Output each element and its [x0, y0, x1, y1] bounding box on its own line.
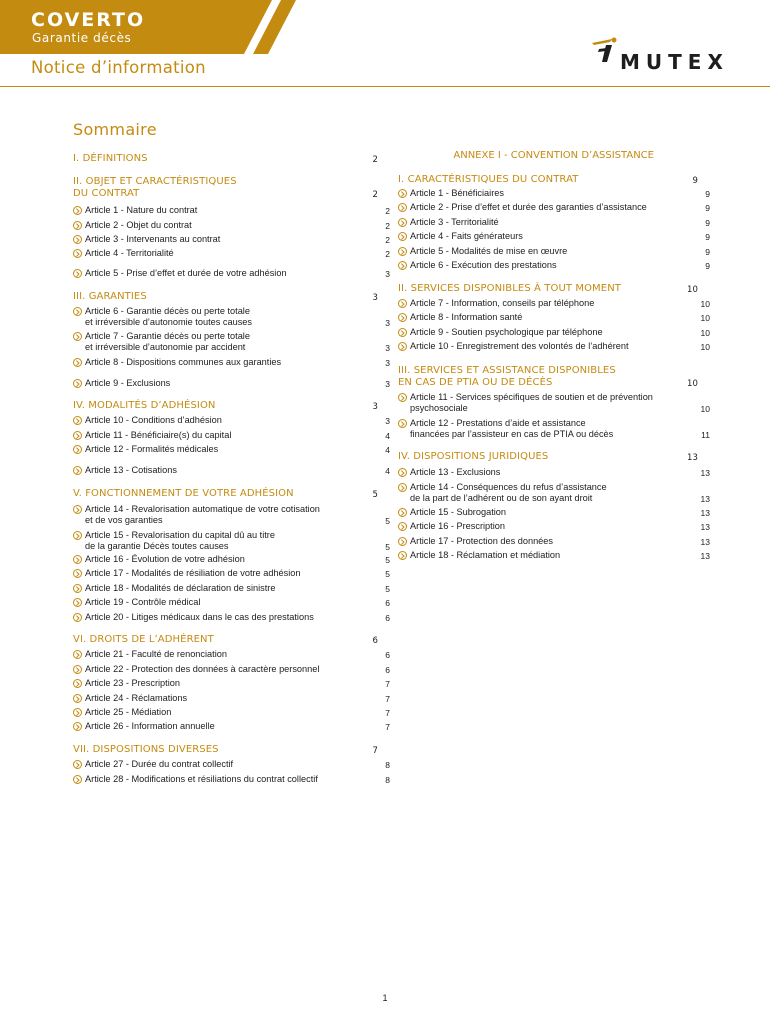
toc-article-item[interactable]	[398, 550, 710, 561]
toc-entry-label: I. CARACTÉRISTIQUES DU CONTRAT	[398, 174, 579, 185]
toc-article-item[interactable]	[398, 298, 710, 309]
toc-entry-page: 4	[385, 466, 390, 476]
toc-entry-page: 7	[372, 746, 378, 756]
toc-entry-page: 7	[385, 708, 390, 718]
toc-entry-page: 9	[705, 203, 710, 213]
toc-entry-page: 13	[700, 537, 710, 547]
toc-entry-label: Article 27 - Durée du contrat collectif	[85, 759, 234, 769]
toc-article-item[interactable]	[73, 378, 390, 389]
toc-entry-label: III. GARANTIES	[73, 291, 147, 302]
toc-entry-page: 9	[705, 218, 710, 228]
toc-article-item[interactable]	[398, 467, 710, 478]
toc-entry-page: 10	[686, 285, 698, 295]
toc-article-item[interactable]	[73, 707, 390, 718]
annex-title: ANNEXE I - CONVENTION D’ASSISTANCE	[453, 150, 654, 161]
toc-entry-page: 4	[385, 445, 390, 455]
mutex-logo	[590, 36, 740, 76]
toc-entry-label: VII. DISPOSITIONS DIVERSES	[73, 744, 219, 755]
toc-article-item[interactable]	[73, 465, 390, 476]
toc-entry-page: 8	[385, 760, 390, 770]
toc-entry-label: Article 18 - Réclamation et médiation	[410, 550, 561, 560]
toc-entry-page: 6	[372, 636, 378, 646]
toc-section-item[interactable]	[73, 744, 378, 756]
toc-entry-page: 6	[385, 613, 390, 623]
toc-article-item[interactable]	[73, 444, 390, 455]
toc-entry-page: 2	[385, 221, 390, 231]
toc-entry-label: II. SERVICES DISPONIBLES À TOUT MOMENT	[398, 283, 621, 294]
toc-entry-label: Article 5 - Modalités de mise en œuvre	[410, 246, 568, 256]
toc-entry-page: 2	[372, 190, 378, 200]
toc-article-item[interactable]	[73, 331, 390, 353]
toc-article-item[interactable]	[73, 530, 390, 552]
toc-entry-label: Article 11 - Bénéficiaire(s) du capital	[85, 430, 232, 440]
toc-article-item[interactable]	[73, 306, 390, 328]
toc-article-item[interactable]	[73, 430, 390, 441]
logo-text: MUTEX	[620, 50, 729, 74]
header-divider	[0, 86, 770, 87]
toc-entry-page: 5	[385, 542, 390, 552]
toc-entry-label: Article 17 - Modalités de résiliation de votre adhésion	[85, 568, 301, 578]
document-title: Notice d’information	[31, 58, 206, 77]
toc-entry-label: Article 15 - Revalorisation du capital dû au titre de la garantie Décès toutes causes	[85, 530, 275, 551]
toc-entry-page: 5	[372, 490, 378, 500]
toc-entry-label: Article 5 - Prise d’effet et durée de votre adhésion	[85, 268, 287, 278]
toc-entry-page: 5	[385, 516, 390, 526]
toc-entry-page: 2	[385, 206, 390, 216]
toc-entry-page: 3	[385, 379, 390, 389]
toc-entry-page: 10	[700, 404, 710, 414]
toc-entry-page: 13	[700, 494, 710, 504]
toc-entry-label: Article 2 - Objet du contrat	[85, 220, 192, 230]
toc-entry-label: Article 9 - Soutien psychologique par téléphone	[410, 327, 603, 337]
toc-entry-page: 10	[686, 379, 698, 389]
toc-article-item[interactable]	[73, 583, 390, 594]
toc-entry-page: 5	[385, 555, 390, 565]
toc-entry-label: Article 8 - Information santé	[410, 312, 523, 322]
toc-entry-label: Article 3 - Territorialité	[410, 217, 499, 227]
toc-article-item[interactable]	[73, 759, 390, 770]
toc-entry-label: Article 4 - Territorialité	[85, 248, 174, 258]
logo-figure-icon	[590, 36, 620, 76]
toc-article-item[interactable]	[398, 246, 710, 257]
toc-entry-page: 13	[686, 453, 698, 463]
toc-article-item[interactable]	[73, 664, 390, 675]
toc-section-item[interactable]	[398, 365, 698, 389]
toc-entry-label: Article 1 - Bénéficiaires	[410, 188, 504, 198]
toc-entry-page: 13	[700, 551, 710, 561]
toc-entry-page: 10	[700, 328, 710, 338]
toc-entry-label: Article 14 - Conséquences du refus d’assistance de la part de l’adhérent ou de son ayant droit	[410, 482, 607, 503]
toc-entry-label: Article 18 - Modalités de déclaration de sinistre	[85, 583, 276, 593]
toc-entry-page: 6	[385, 598, 390, 608]
toc-entry-label: Article 23 - Prescription	[85, 678, 180, 688]
toc-article-item[interactable]	[398, 341, 710, 352]
toc-entry-label: Article 3 - Intervenants au contrat	[85, 234, 221, 244]
toc-article-item[interactable]	[398, 312, 710, 323]
toc-section-item[interactable]	[398, 283, 698, 295]
toc-entry-page: 5	[385, 584, 390, 594]
toc-article-item[interactable]	[73, 268, 390, 279]
toc-entry-page: 13	[700, 468, 710, 478]
toc-entry-label: Article 28 - Modifications et résiliations du contrat collectif	[85, 774, 318, 784]
toc-article-item[interactable]	[73, 568, 390, 579]
toc-entry-label: Article 9 - Exclusions	[85, 378, 171, 388]
toc-article-item[interactable]	[73, 774, 390, 785]
toc-entry-label: III. SERVICES ET ASSISTANCE DISPONIBLES EN CAS DE PTIA OU DE DÉCÈS	[398, 365, 616, 388]
toc-article-item[interactable]	[73, 678, 390, 689]
toc-entry-page: 8	[385, 775, 390, 785]
toc-entry-label: Article 24 - Réclamations	[85, 693, 188, 703]
toc-section-item[interactable]	[73, 634, 378, 646]
toc-entry-label: Article 12 - Formalités médicales	[85, 444, 219, 454]
toc-entry-label: Article 14 - Revalorisation automatique de votre cotisation et de vos garanties	[85, 504, 320, 525]
toc-article-item[interactable]	[398, 231, 710, 242]
toc-entry-label: Article 13 - Cotisations	[85, 465, 177, 475]
toc-entry-page: 3	[385, 318, 390, 328]
toc-entry-page: 3	[385, 269, 390, 279]
toc-entry-page: 9	[705, 232, 710, 242]
toc-entry-page: 7	[385, 679, 390, 689]
toc-section-item[interactable]	[398, 451, 698, 463]
toc-article-item[interactable]	[398, 217, 710, 228]
toc-entry-page: 3	[372, 402, 378, 412]
brand-subtitle: Garantie décès	[32, 31, 132, 45]
toc-article-item[interactable]	[73, 612, 390, 623]
toc-entry-page: 10	[700, 342, 710, 352]
toc-entry-page: 13	[700, 522, 710, 532]
toc-entry-page: 9	[705, 189, 710, 199]
toc-entry-page: 10	[700, 313, 710, 323]
toc-entry-label: Article 4 - Faits générateurs	[410, 231, 523, 241]
toc-entry-label: Article 17 - Protection des données	[410, 536, 553, 546]
toc-article-item[interactable]	[398, 418, 710, 440]
toc-entry-label: Article 7 - Information, conseils par téléphone	[410, 298, 595, 308]
toc-entry-page: 10	[700, 299, 710, 309]
toc-article-item[interactable]	[73, 504, 390, 526]
toc-article-item[interactable]	[398, 507, 710, 518]
toc-article-item[interactable]	[398, 521, 710, 532]
toc-entry-label: Article 10 - Enregistrement des volontés de l’adhérent	[410, 341, 629, 351]
toc-entry-label: II. OBJET ET CARACTÉRISTIQUES DU CONTRAT	[73, 176, 237, 199]
toc-entry-page: 7	[385, 694, 390, 704]
toc-article-item[interactable]	[398, 202, 710, 213]
toc-entry-page: 3	[385, 358, 390, 368]
toc-entry-page: 13	[700, 508, 710, 518]
toc-article-item[interactable]	[73, 649, 390, 660]
toc-article-item[interactable]	[73, 597, 390, 608]
page-number: 1	[382, 993, 388, 1003]
toc-article-item[interactable]	[398, 260, 710, 271]
toc-entry-page: 7	[385, 722, 390, 732]
toc-article-item[interactable]	[73, 220, 390, 231]
toc-article-item[interactable]	[73, 693, 390, 704]
toc-entry-label: Article 21 - Faculté de renonciation	[85, 649, 227, 659]
toc-entry-page: 3	[385, 343, 390, 353]
toc-article-item[interactable]	[73, 205, 390, 216]
toc-entry-page: 3	[372, 293, 378, 303]
toc-article-item[interactable]	[398, 392, 710, 414]
toc-entry-label: Article 2 - Prise d’effet et durée des garanties d’assistance	[410, 202, 647, 212]
toc-entry-label: Article 15 - Subrogation	[410, 507, 507, 517]
toc-entry-page: 9	[705, 247, 710, 257]
toc-article-item[interactable]	[398, 327, 710, 338]
toc-entry-label: IV. DISPOSITIONS JURIDIQUES	[398, 451, 549, 462]
toc-entry-page: 3	[385, 416, 390, 426]
toc-entry-label: Article 7 - Garantie décès ou perte totale et irréversible d’autonomie par accident	[85, 331, 250, 352]
toc-section-item[interactable]	[73, 400, 378, 412]
toc-entry-page: 9	[692, 176, 698, 186]
toc-entry-label: Article 13 - Exclusions	[410, 467, 501, 477]
toc-article-item[interactable]	[398, 188, 710, 199]
toc-article-item[interactable]	[73, 248, 390, 259]
toc-entry-label: Article 6 - Garantie décès ou perte totale et irréversible d’autonomie toutes causes	[85, 306, 252, 327]
toc-section-item[interactable]	[73, 176, 378, 200]
toc-entry-page: 4	[385, 431, 390, 441]
toc-entry-label: VI. DROITS DE L’ADHÉRENT	[73, 634, 214, 645]
toc-entry-label: Article 25 - Médiation	[85, 707, 172, 717]
toc-entry-page: 2	[385, 235, 390, 245]
toc-entry-page: 6	[385, 665, 390, 675]
toc-section-item[interactable]	[73, 488, 378, 500]
toc-entry-page: 11	[701, 430, 710, 440]
toc-entry-label: Article 10 - Conditions d’adhésion	[85, 415, 222, 425]
brand-name: COVERTO	[31, 9, 146, 31]
toc-section-item[interactable]	[398, 174, 698, 186]
toc-entry-label: Article 19 - Contrôle médical	[85, 597, 201, 607]
toc-entry-page: 9	[705, 261, 710, 271]
toc-entry-label: Article 12 - Prestations d’aide et assistance financées par l’assisteur en cas de PTIA ou décès	[410, 418, 614, 439]
toc-title: Sommaire	[73, 120, 157, 139]
toc-section-item[interactable]	[73, 291, 378, 303]
toc-entry-label: I. DÉFINITIONS	[73, 153, 148, 164]
toc-entry-label: V. FONCTIONNEMENT DE VOTRE ADHÉSION	[73, 488, 294, 499]
toc-entry-label: Article 6 - Exécution des prestations	[410, 260, 557, 270]
toc-entry-page: 6	[385, 650, 390, 660]
toc-entry-label: Article 8 - Dispositions communes aux garanties	[85, 357, 282, 367]
toc-section-item[interactable]	[73, 153, 378, 165]
toc-article-item[interactable]	[73, 415, 390, 426]
toc-article-item[interactable]	[73, 721, 390, 732]
toc-entry-label: Article 20 - Litiges médicaux dans le cas des prestations	[85, 612, 314, 622]
toc-entry-page: 2	[385, 249, 390, 259]
toc-article-item[interactable]	[73, 357, 390, 368]
toc-entry-label: Article 26 - Information annuelle	[85, 721, 215, 731]
toc-article-item[interactable]	[73, 234, 390, 245]
toc-article-item[interactable]	[398, 536, 710, 547]
toc-entry-label: Article 11 - Services spécifiques de soutien et de prévention psychosociale	[410, 392, 653, 413]
toc-entry-label: Article 16 - Évolution de votre adhésion	[85, 554, 245, 564]
toc-article-item[interactable]	[398, 482, 710, 504]
toc-article-item[interactable]	[73, 554, 390, 565]
toc-entry-page: 5	[385, 569, 390, 579]
toc-entry-label: Article 1 - Nature du contrat	[85, 205, 198, 215]
toc-entry-page: 2	[372, 155, 378, 165]
toc-entry-label: IV. MODALITÉS D’ADHÉSION	[73, 400, 216, 411]
toc-entry-label: Article 22 - Protection des données à caractère personnel	[85, 664, 320, 674]
toc-entry-label: Article 16 - Prescription	[410, 521, 505, 531]
